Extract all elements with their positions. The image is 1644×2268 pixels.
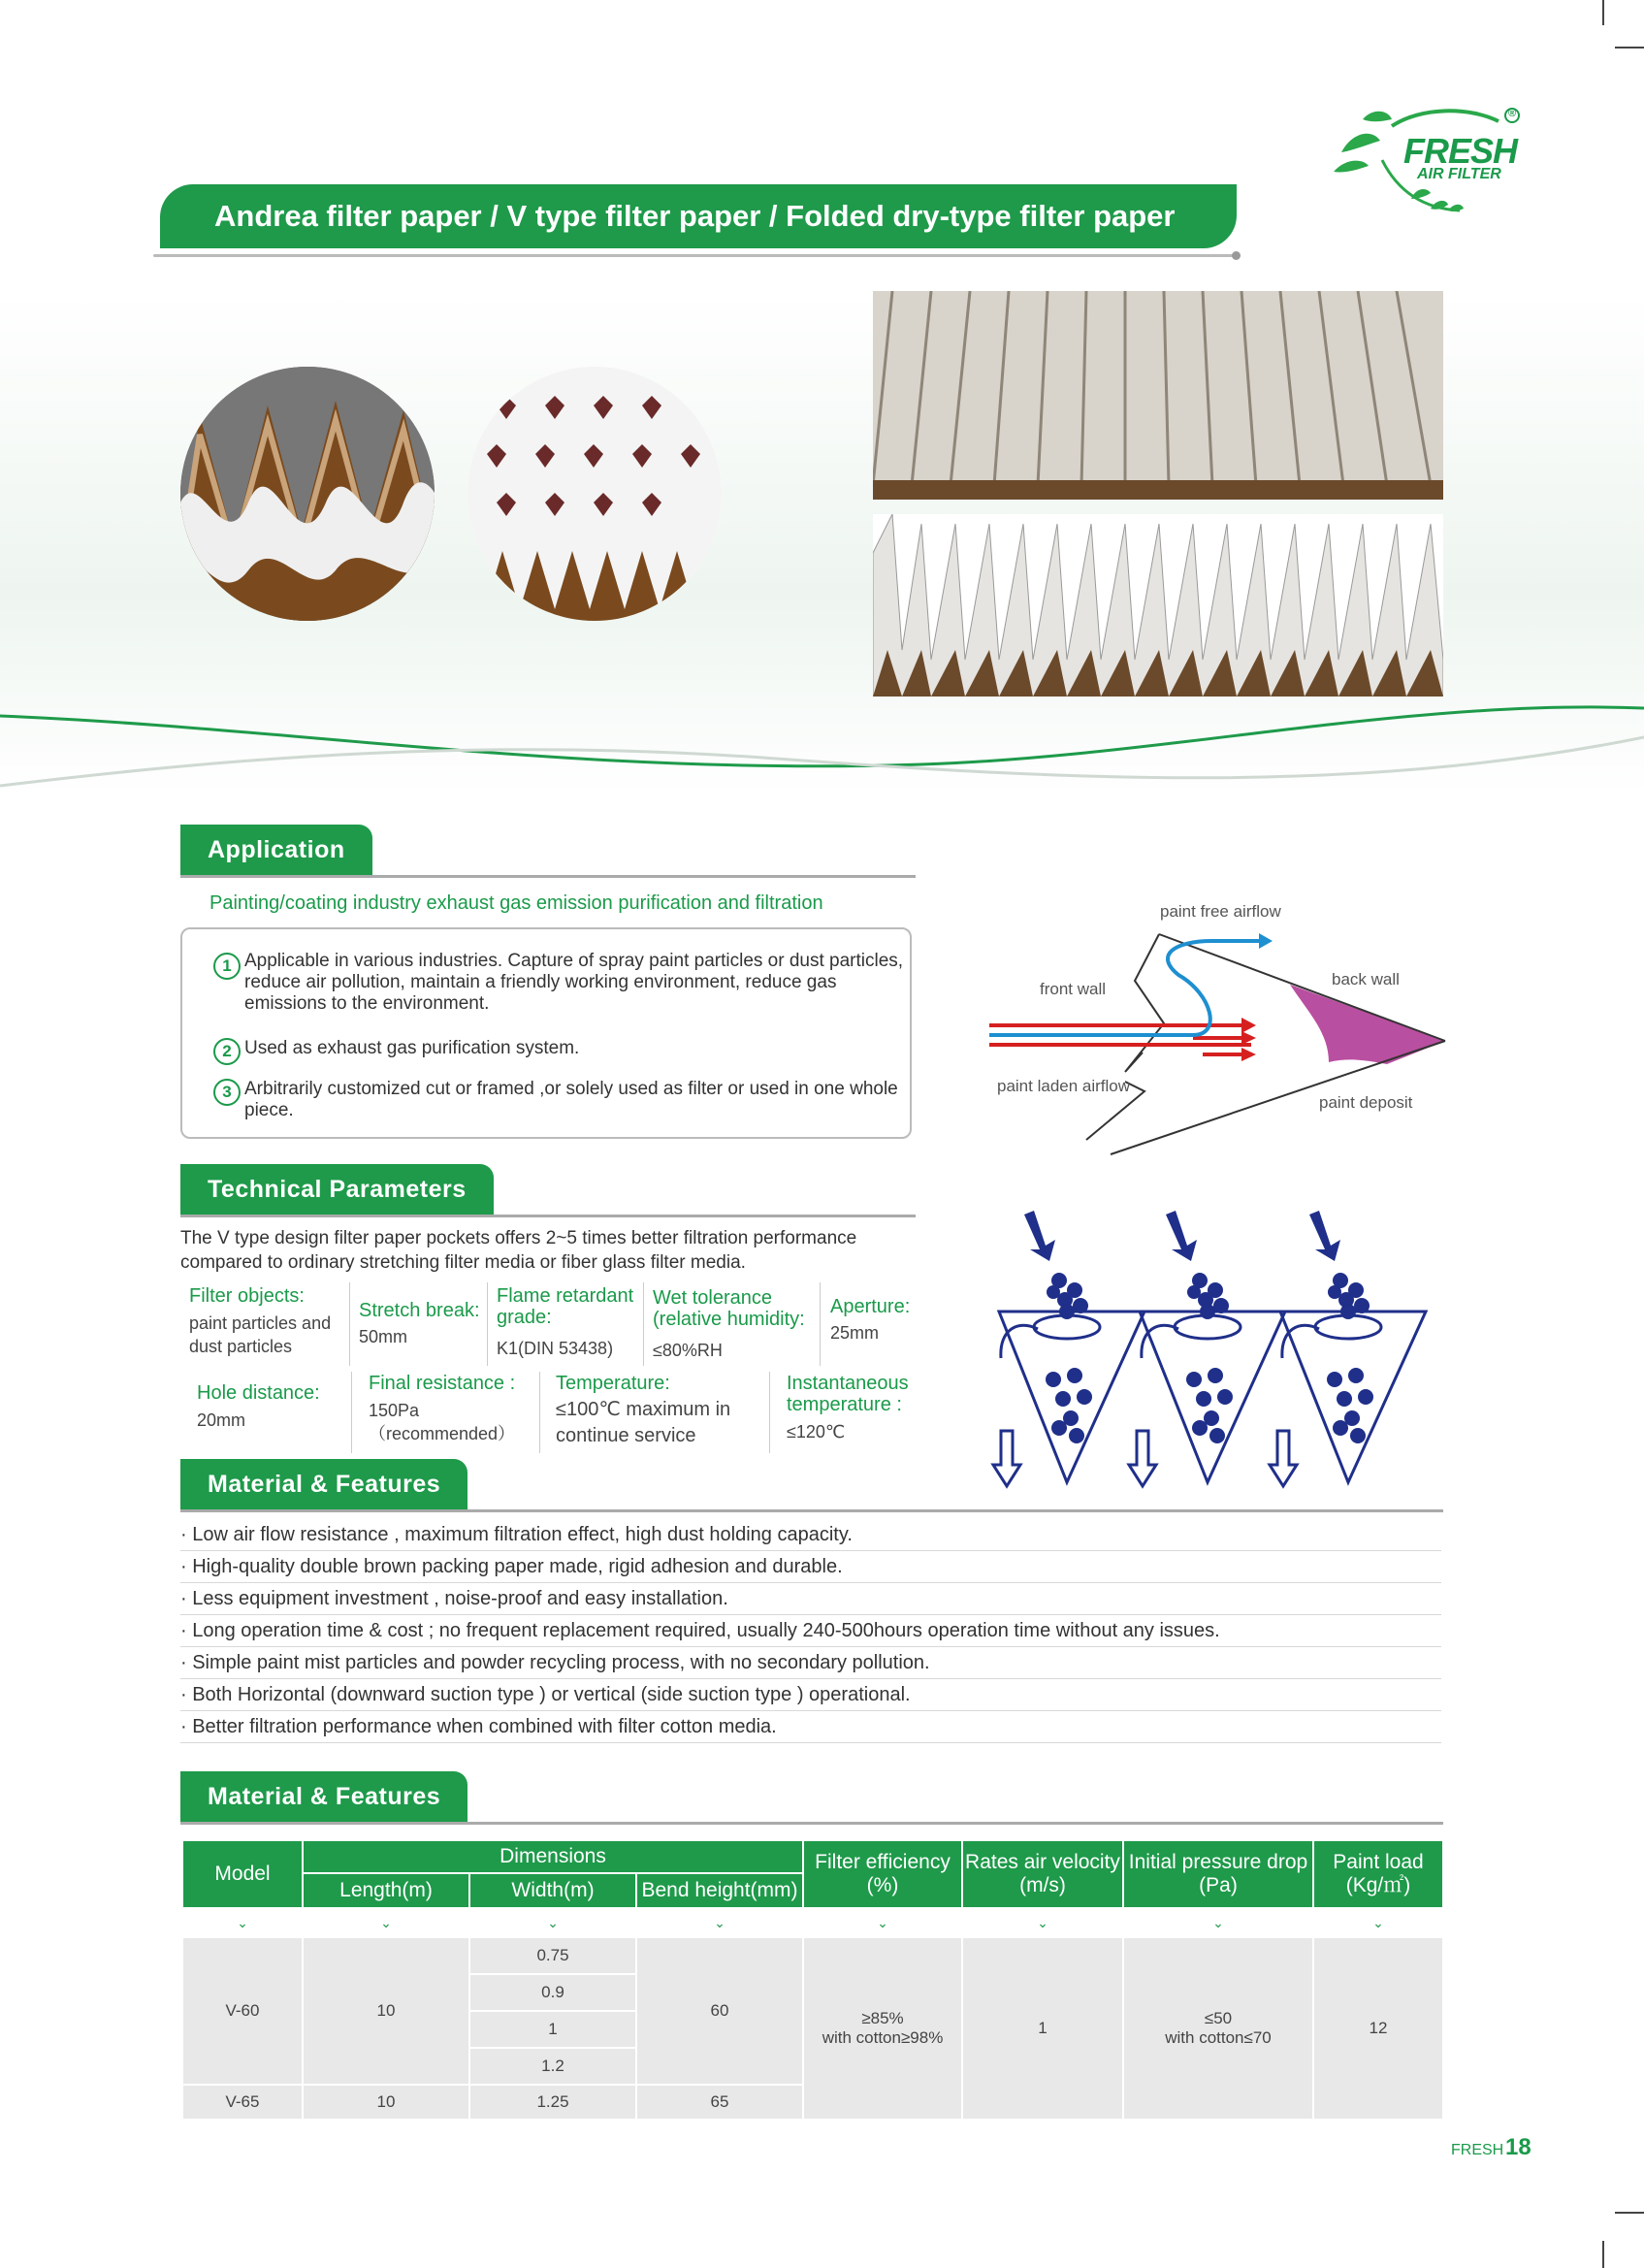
red-airflow-arrows: [989, 1025, 1251, 1054]
footer-brand: FRESH: [1451, 2142, 1504, 2158]
airflow-diagram: [980, 897, 1465, 1159]
logo-brand: FRESH: [1403, 131, 1518, 171]
header-width: Width(m): [469, 1873, 636, 1908]
param-divider: [487, 1282, 488, 1366]
param-flame-retardant-label: Flame retardant grade:: [497, 1285, 634, 1328]
page-number: 18: [1505, 2134, 1531, 2160]
crop-mark-bottom: [1602, 2241, 1604, 2268]
application-subtitle: Painting/coating industry exhaust gas emission purification and filtration: [210, 892, 823, 914]
application-item-2: Used as exhaust gas purification system.: [244, 1038, 580, 1058]
item-number-3: 3: [213, 1079, 241, 1106]
cell-efficiency: [803, 1937, 962, 2120]
header-length: Length(m): [303, 1873, 469, 1908]
features-heading-line: [180, 1509, 1443, 1512]
param-divider: [539, 1372, 540, 1453]
chevron-down-icon: ⌄: [1313, 1908, 1443, 1937]
feature-item: · Better filtration performance when combined with filter cotton media.: [180, 1711, 1441, 1743]
feature-item: · Simple paint mist particles and powder recycling process, with no secondary pollution.: [180, 1647, 1441, 1679]
efficiency-value: ≥85%: [861, 2009, 904, 2027]
registered-mark: ®: [1508, 108, 1517, 119]
paint-deposit-shape: [1290, 985, 1445, 1064]
application-heading: Application: [180, 825, 372, 875]
param-divider: [769, 1372, 770, 1453]
application-item-1: Applicable in various industries. Capture of spray paint particles or dust particles, reduce air pollution, maintain a friendly working environment, reduce gas emissions to the environment.: [244, 951, 904, 1014]
param-wet-tolerance-label: Wet tolerance (relative humidity:: [653, 1287, 805, 1330]
cell-bend-v65: 65: [636, 2085, 803, 2120]
chevron-down-icon: ⌄: [469, 1908, 636, 1937]
spec-table: [181, 1839, 1444, 2121]
pleat-cross-section-image: [180, 367, 435, 621]
item-number-1: 1: [213, 953, 241, 980]
param-divider: [820, 1282, 821, 1366]
page-title: Andrea filter paper / V type filter paper / Folded dry-type filter paper: [160, 184, 1237, 248]
chevron-down-icon: ⌄: [962, 1908, 1123, 1937]
header-model: Model: [182, 1840, 303, 1908]
title-underline: [153, 254, 1240, 257]
photo-pleated-sheet-top: [873, 291, 1443, 500]
pressure-value: ≤50: [1204, 2009, 1233, 2027]
feature-item: · High-quality double brown packing paper made, rigid adhesion and durable.: [180, 1551, 1441, 1583]
param-filter-objects-label: Filter objects:: [189, 1285, 305, 1307]
feature-item: · Both Horizontal (downward suction type ) or vertical (side suction type ) operational.: [180, 1679, 1441, 1711]
table-row: [182, 1937, 1443, 1974]
param-hole-distance-value: 20mm: [197, 1410, 246, 1430]
param-filter-objects-value: paint particles and dust particles: [189, 1313, 332, 1356]
label-paint-laden-airflow: paint laden airflow: [997, 1077, 1131, 1095]
header-pressure-drop: Initial pressure drop (Pa): [1123, 1840, 1313, 1908]
param-divider: [349, 1282, 350, 1366]
param-wet-tolerance-value: ≤80%RH: [653, 1341, 723, 1360]
features-heading: Material & Features: [180, 1459, 467, 1509]
cell-width: 1.2: [469, 2048, 636, 2085]
front-wall-line: [1125, 934, 1164, 1072]
pleated-sheet-top-image: [873, 291, 1443, 500]
header-dimensions: Dimensions: [303, 1840, 803, 1873]
spec-table-heading-line: [180, 1822, 1443, 1825]
header-filter-efficiency: Filter efficiency (%): [803, 1840, 962, 1908]
cell-model-v60: V-60: [182, 1937, 303, 2085]
cell-length-v65: 10: [303, 2085, 469, 2120]
header-air-velocity: Rates air velocity (m/s): [962, 1840, 1123, 1908]
chevron-down-icon: ⌄: [636, 1908, 803, 1937]
cell-paint-load: 12: [1313, 1937, 1443, 2120]
param-divider: [351, 1372, 352, 1453]
logo-sub: AIR FILTER: [1417, 166, 1501, 182]
param-stretch-break-label: Stretch break:: [359, 1300, 480, 1321]
feature-item: · Long operation time & cost ; no frequent replacement required, usually 240-500hours operation time without any issues.: [180, 1615, 1441, 1647]
title-dot: [1232, 251, 1241, 260]
brand-logo: [1324, 102, 1528, 228]
param-flame-retardant-value: K1(DIN 53438): [497, 1339, 614, 1358]
technical-heading: Technical Parameters: [180, 1164, 494, 1215]
param-divider: [643, 1282, 644, 1366]
chevron-down-icon: ⌄: [182, 1908, 303, 1937]
cell-width: 0.9: [469, 1974, 636, 2011]
cell-velocity: 1: [962, 1937, 1123, 2120]
param-aperture-label: Aperture:: [830, 1296, 911, 1317]
param-final-resistance-label: Final resistance :: [369, 1373, 516, 1394]
photo-pleat-cross-section: [180, 367, 435, 621]
param-final-resistance-value: 150Pa （recommended）: [369, 1401, 516, 1443]
param-aperture-value: 25mm: [830, 1323, 880, 1343]
crop-mark-top: [1602, 0, 1604, 25]
header-bend-height: Bend height(mm): [636, 1873, 803, 1908]
chevron-down-icon: ⌄: [1123, 1908, 1313, 1937]
perforated-pleats-image: [467, 367, 722, 621]
cell-model-v65: V-65: [182, 2085, 303, 2120]
param-temperature-label: Temperature:: [556, 1373, 670, 1394]
feature-item: · Low air flow resistance , maximum filtration effect, high dust holding capacity.: [180, 1519, 1441, 1551]
feature-item: · Less equipment investment , noise-proof and easy installation.: [180, 1583, 1441, 1615]
param-instant-temperature-value: ≤120℃: [787, 1422, 846, 1442]
technical-intro: The V type design filter paper pockets offers 2~5 times better filtration performance compared to ordinary stretching filter media or fiber glass filter media.: [180, 1228, 857, 1273]
chevron-down-icon: ⌄: [803, 1908, 962, 1937]
technical-heading-line: [180, 1215, 916, 1217]
application-item-3: Arbitrarily customized cut or framed ,or solely used as filter or used in one whole piece.: [244, 1079, 898, 1120]
label-front-wall: front wall: [1040, 980, 1107, 998]
cell-width: 0.75: [469, 1937, 636, 1974]
photo-pleated-sheet-bottom: [873, 514, 1443, 697]
label-back-wall: back wall: [1332, 970, 1400, 988]
spec-table-heading: Material & Features: [180, 1771, 467, 1822]
application-list-box: [180, 927, 912, 1139]
cell-width: 1: [469, 2011, 636, 2048]
cell-pressure: [1123, 1937, 1313, 2120]
photo-perforated-pleats: [467, 367, 722, 621]
header-paint-load: Paint load (Kg/㎡): [1313, 1840, 1443, 1908]
efficiency-with-cotton: with cotton≥98%: [822, 2028, 944, 2047]
param-temperature-value: ≤100℃ maximum in continue service: [556, 1399, 731, 1446]
label-paint-free-airflow: paint free airflow: [1160, 902, 1281, 921]
param-stretch-break-value: 50mm: [359, 1327, 408, 1346]
pressure-with-cotton: with cotton≤70: [1165, 2028, 1272, 2047]
param-hole-distance-label: Hole distance:: [197, 1382, 320, 1404]
blue-airflow-arrow: [989, 941, 1261, 1035]
cell-width-v65: 1.25: [469, 2085, 636, 2120]
param-instant-temperature-label: Instantaneous temperature :: [787, 1373, 909, 1415]
cell-length-v60: 10: [303, 1937, 469, 2085]
v-pocket-group: [993, 1211, 1426, 1486]
item-number-2: 2: [213, 1038, 241, 1065]
particle-capture-diagram: [989, 1203, 1455, 1494]
crop-mark-bottom-right: [1615, 2212, 1644, 2214]
cell-bend-v60: 60: [636, 1937, 803, 2085]
label-paint-deposit: paint deposit: [1319, 1093, 1413, 1112]
chevron-down-icon: ⌄: [303, 1908, 469, 1937]
crop-mark-top-right: [1615, 47, 1644, 49]
application-heading-line: [180, 875, 916, 878]
pleated-sheet-bottom-image: [873, 514, 1443, 697]
